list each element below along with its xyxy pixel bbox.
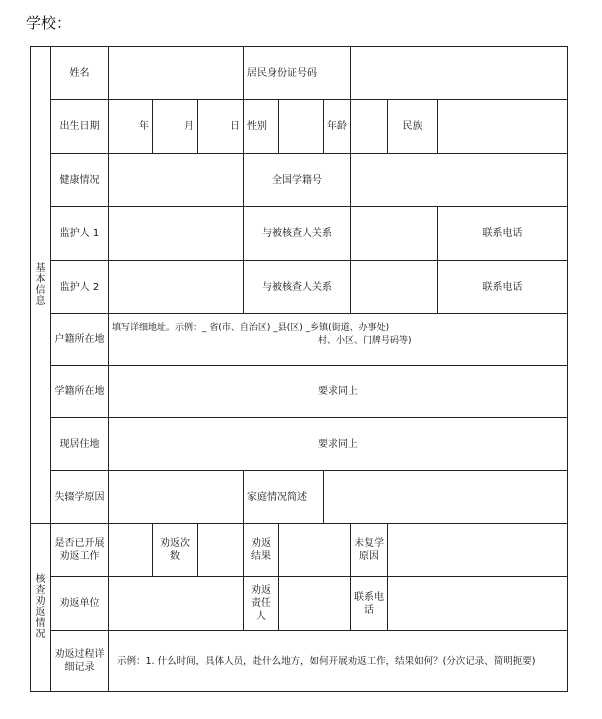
age-label: 年龄 (324, 100, 351, 154)
process-record-field[interactable] (109, 631, 568, 692)
persuade-person-field[interactable] (279, 577, 351, 631)
guardian2-relation-label: 与被核查人关系 (244, 261, 351, 314)
day-unit: 日 (230, 121, 241, 132)
name-field[interactable] (109, 47, 244, 100)
same-as-above-1: 要求同上 (318, 386, 359, 397)
health-field[interactable] (109, 154, 244, 207)
id-number-label: 居民身份证号码 (244, 47, 351, 100)
persuade-done-field[interactable] (109, 524, 153, 577)
birth-month-field[interactable] (153, 100, 198, 154)
hukou-field[interactable] (109, 314, 568, 366)
school-reg-field[interactable] (109, 366, 568, 418)
ethnicity-field[interactable] (438, 100, 568, 154)
school-reg-label: 学籍所在地 (51, 366, 109, 418)
persuade-result-label: 劝返结果 (244, 524, 279, 577)
persuade-contact-label: 联系电话 (351, 577, 388, 631)
dropout-reason-field[interactable] (109, 471, 244, 524)
persuade-unit-label: 劝返单位 (51, 577, 109, 631)
persuade-done-label: 是否已开展劝返工作 (51, 524, 109, 577)
hukou-hint-line2: 村、小区、门牌号码等) (318, 336, 412, 346)
birth-day-field[interactable] (198, 100, 244, 154)
not-returned-label: 未复学原因 (351, 524, 388, 577)
section-verification: 核查劝返情况 (31, 524, 51, 692)
guardian1-field[interactable] (109, 207, 244, 261)
same-as-above-2: 要求同上 (318, 438, 359, 450)
guardian1-relation-field[interactable] (351, 207, 438, 261)
persuade-count-field[interactable] (198, 524, 244, 577)
guardian2-relation-field[interactable] (351, 261, 438, 314)
school-label: 学校： (26, 14, 72, 32)
month-unit: 月 (184, 121, 194, 132)
section-basic-info: 基本信息 (31, 47, 51, 524)
persuade-contact-field[interactable] (388, 577, 568, 631)
name-label: 姓名 (51, 47, 109, 100)
year-unit: 年 (139, 121, 149, 132)
persuade-unit-field[interactable] (109, 577, 244, 631)
process-record-label: 劝返过程详细记录 (51, 631, 109, 692)
birth-date-label: 出生日期 (51, 100, 109, 154)
hukou-hint-line1: 填写详细地址。示例：_ 省(市、自治区) _县(区) _乡镇(街道、办事处) (112, 323, 390, 333)
guardian2-label: 监护人 2 (51, 261, 109, 314)
not-returned-field[interactable] (388, 524, 568, 577)
student-verification-form (30, 46, 568, 692)
family-summary-label: 家庭情况简述 (244, 471, 324, 524)
health-label: 健康情况 (51, 154, 109, 207)
guardian2-field[interactable] (109, 261, 244, 314)
ethnicity-label: 民族 (388, 100, 438, 154)
persuade-count-label: 劝返次数 (153, 524, 198, 577)
guardian2-phone-label: 联系电话 (438, 261, 568, 314)
student-number-label: 全国学籍号 (244, 154, 351, 207)
guardian1-label: 监护人 1 (51, 207, 109, 261)
id-number-field[interactable] (351, 47, 568, 100)
residence-field[interactable] (109, 418, 568, 471)
persuade-person-label: 劝返责任人 (244, 577, 279, 631)
gender-label: 性别 (244, 100, 279, 154)
dropout-reason-label: 失辍学原因 (51, 471, 109, 524)
birth-year-field[interactable] (109, 100, 153, 154)
process-example: 示例：1. 什么时间，具体人员，赴什么地方，如何开展劝返工作，结果如何？(分次记录、简明扼要) (117, 655, 536, 667)
guardian1-relation-label: 与被核查人关系 (244, 207, 351, 261)
residence-label: 现居住地 (51, 418, 109, 471)
persuade-result-field[interactable] (279, 524, 351, 577)
student-number-field[interactable] (351, 154, 568, 207)
age-field[interactable] (351, 100, 388, 154)
hukou-label: 户籍所在地 (51, 314, 109, 366)
gender-field[interactable] (279, 100, 324, 154)
family-summary-field[interactable] (324, 471, 568, 524)
guardian1-phone-label: 联系电话 (438, 207, 568, 261)
